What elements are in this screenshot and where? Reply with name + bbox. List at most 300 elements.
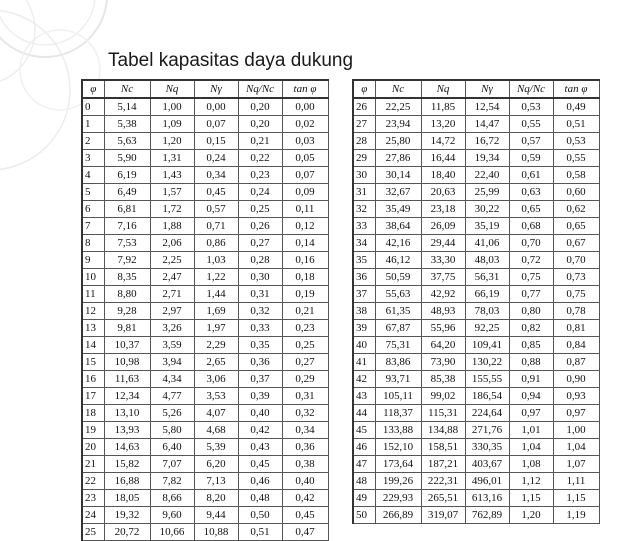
table-cell-ngamma: 6,20 — [194, 456, 238, 473]
table-row — [353, 98, 599, 116]
table-row — [353, 133, 599, 150]
table-cell-phi: 11 — [82, 286, 104, 303]
table-cell-ngamma: 7,13 — [194, 473, 238, 490]
table-row — [353, 303, 599, 320]
table-cell-nq-nc: 0,94 — [509, 388, 553, 405]
table-cell-tan-phi: 0,31 — [282, 388, 328, 405]
table-cell-tan-phi: 1,19 — [553, 507, 599, 524]
table-cell-nc: 6,19 — [104, 167, 150, 184]
table-row — [82, 320, 328, 337]
table-cell-nq-nc: 0,40 — [238, 405, 282, 422]
table-row — [82, 337, 328, 354]
table-cell-nq: 2,47 — [150, 269, 194, 286]
column-header-nq-nc: Nq/Nc — [509, 80, 553, 98]
table-cell-nq: 20,63 — [421, 184, 465, 201]
table-cell-nc: 199,26 — [375, 473, 421, 490]
table-cell-nc: 23,94 — [375, 116, 421, 133]
table-cell-tan-phi: 0,38 — [282, 456, 328, 473]
table-cell-ngamma: 0,45 — [194, 184, 238, 201]
table-cell-ngamma: 403,67 — [465, 456, 509, 473]
table-cell-phi: 47 — [353, 456, 375, 473]
table-cell-nq: 48,93 — [421, 303, 465, 320]
table-cell-nq-nc: 1,04 — [509, 439, 553, 456]
table-cell-ngamma: 330,35 — [465, 439, 509, 456]
table-row — [353, 405, 599, 422]
table-row — [353, 269, 599, 286]
bearing-capacity-table-left — [81, 79, 329, 541]
table-cell-phi: 17 — [82, 388, 104, 405]
table-cell-tan-phi: 0,93 — [553, 388, 599, 405]
table-cell-nc: 14,63 — [104, 439, 150, 456]
table-cell-tan-phi: 0,55 — [553, 150, 599, 167]
table-cell-nq: 1,57 — [150, 184, 194, 201]
table-cell-nq: 18,40 — [421, 167, 465, 184]
table-cell-phi: 9 — [82, 252, 104, 269]
table-cell-tan-phi: 1,11 — [553, 473, 599, 490]
table-cell-ngamma: 271,76 — [465, 422, 509, 439]
table-cell-phi: 27 — [353, 116, 375, 133]
table-cell-nc: 152,10 — [375, 439, 421, 456]
table-cell-nq-nc: 1,01 — [509, 422, 553, 439]
table-cell-ngamma: 92,25 — [465, 320, 509, 337]
table-cell-nc: 12,34 — [104, 388, 150, 405]
table-header-row — [353, 80, 599, 98]
table-cell-nc: 5,38 — [104, 116, 150, 133]
table-cell-nq-nc: 0,55 — [509, 116, 553, 133]
table-cell-nq-nc: 0,51 — [238, 524, 282, 541]
table-row — [353, 167, 599, 184]
table-cell-nq: 73,90 — [421, 354, 465, 371]
table-cell-phi: 31 — [353, 184, 375, 201]
table-cell-nc: 133,88 — [375, 422, 421, 439]
table-cell-tan-phi: 0,03 — [282, 133, 328, 150]
table-cell-nq-nc: 0,24 — [238, 184, 282, 201]
table-cell-nq: 16,44 — [421, 150, 465, 167]
table-cell-nq-nc: 0,45 — [238, 456, 282, 473]
table-cell-ngamma: 0,15 — [194, 133, 238, 150]
table-cell-nq-nc: 0,33 — [238, 320, 282, 337]
table-cell-phi: 41 — [353, 354, 375, 371]
table-cell-nq-nc: 0,77 — [509, 286, 553, 303]
table-cell-tan-phi: 0,65 — [553, 218, 599, 235]
table-cell-tan-phi: 0,12 — [282, 218, 328, 235]
table-cell-ngamma: 3,06 — [194, 371, 238, 388]
table-cell-nq: 5,80 — [150, 422, 194, 439]
table-cell-nc: 18,05 — [104, 490, 150, 507]
table-cell-nc: 7,53 — [104, 235, 150, 252]
table-cell-ngamma: 10,88 — [194, 524, 238, 541]
table-row — [82, 133, 328, 150]
table-cell-ngamma: 4,07 — [194, 405, 238, 422]
table-cell-nq: 3,94 — [150, 354, 194, 371]
table-cell-nq: 5,26 — [150, 405, 194, 422]
table-cell-tan-phi: 1,15 — [553, 490, 599, 507]
table-row — [82, 456, 328, 473]
table-row — [82, 167, 328, 184]
table-cell-ngamma: 30,22 — [465, 201, 509, 218]
table-cell-nq-nc: 0,28 — [238, 252, 282, 269]
table-cell-nq: 10,66 — [150, 524, 194, 541]
table-cell-phi: 22 — [82, 473, 104, 490]
table-cell-nq-nc: 0,82 — [509, 320, 553, 337]
column-header-nc: Nc — [375, 80, 421, 98]
table-cell-nq: 37,75 — [421, 269, 465, 286]
table-cell-phi: 13 — [82, 320, 104, 337]
table-cell-nc: 266,89 — [375, 507, 421, 524]
table-cell-tan-phi: 0,97 — [553, 405, 599, 422]
table-row — [82, 218, 328, 235]
table-cell-tan-phi: 0,84 — [553, 337, 599, 354]
table-cell-tan-phi: 0,47 — [282, 524, 328, 541]
slide-title: Tabel kapasitas daya dukung — [108, 50, 354, 71]
table-cell-ngamma: 0,86 — [194, 235, 238, 252]
table-row — [353, 150, 599, 167]
table-cell-tan-phi: 0,40 — [282, 473, 328, 490]
table-cell-nc: 75,31 — [375, 337, 421, 354]
table-cell-tan-phi: 0,90 — [553, 371, 599, 388]
table-cell-nq-nc: 0,80 — [509, 303, 553, 320]
column-header-nq: Nq — [421, 80, 465, 98]
table-row — [82, 524, 328, 541]
table-cell-nq-nc: 1,12 — [509, 473, 553, 490]
table-cell-phi: 28 — [353, 133, 375, 150]
table-cell-nq: 4,34 — [150, 371, 194, 388]
table-cell-phi: 33 — [353, 218, 375, 235]
table-cell-ngamma: 78,03 — [465, 303, 509, 320]
table-cell-tan-phi: 0,67 — [553, 235, 599, 252]
table-cell-phi: 18 — [82, 405, 104, 422]
table-cell-nq-nc: 0,88 — [509, 354, 553, 371]
table-cell-nc: 38,64 — [375, 218, 421, 235]
table-cell-tan-phi: 0,16 — [282, 252, 328, 269]
table-cell-nq: 85,38 — [421, 371, 465, 388]
table-cell-nq: 265,51 — [421, 490, 465, 507]
table-cell-ngamma: 5,39 — [194, 439, 238, 456]
table-cell-nq: 23,18 — [421, 201, 465, 218]
table-cell-nq-nc: 0,23 — [238, 167, 282, 184]
table-cell-phi: 32 — [353, 201, 375, 218]
table-cell-nc: 42,16 — [375, 235, 421, 252]
table-cell-tan-phi: 0,32 — [282, 405, 328, 422]
table-cell-phi: 38 — [353, 303, 375, 320]
table-cell-tan-phi: 0,25 — [282, 337, 328, 354]
table-cell-nc: 8,80 — [104, 286, 150, 303]
column-header-tan-phi: tan φ — [282, 80, 328, 98]
table-cell-nq-nc: 0,91 — [509, 371, 553, 388]
table-cell-nq: 1,31 — [150, 150, 194, 167]
table-cell-ngamma: 16,72 — [465, 133, 509, 150]
table-cell-nq-nc: 0,27 — [238, 235, 282, 252]
table-cell-ngamma: 0,07 — [194, 116, 238, 133]
table-cell-ngamma: 496,01 — [465, 473, 509, 490]
table-cell-phi: 36 — [353, 269, 375, 286]
table-cell-nq: 13,20 — [421, 116, 465, 133]
table-row — [353, 439, 599, 456]
table-row — [353, 252, 599, 269]
table-cell-nq-nc: 0,61 — [509, 167, 553, 184]
table-cell-ngamma: 224,64 — [465, 405, 509, 422]
table-cell-ngamma: 35,19 — [465, 218, 509, 235]
table-cell-nc: 6,81 — [104, 201, 150, 218]
table-cell-phi: 35 — [353, 252, 375, 269]
table-cell-tan-phi: 0,27 — [282, 354, 328, 371]
table-cell-nq: 2,71 — [150, 286, 194, 303]
table-cell-phi: 4 — [82, 167, 104, 184]
table-cell-tan-phi: 0,00 — [282, 98, 328, 116]
table-cell-ngamma: 9,44 — [194, 507, 238, 524]
table-cell-nc: 13,93 — [104, 422, 150, 439]
table-cell-phi: 44 — [353, 405, 375, 422]
table-cell-tan-phi: 0,75 — [553, 286, 599, 303]
table-cell-ngamma: 0,24 — [194, 150, 238, 167]
table-row — [353, 235, 599, 252]
table-cell-tan-phi: 0,34 — [282, 422, 328, 439]
table-cell-phi: 5 — [82, 184, 104, 201]
table-cell-nq: 1,00 — [150, 98, 194, 116]
table-cell-nq-nc: 0,65 — [509, 201, 553, 218]
table-cell-ngamma: 22,40 — [465, 167, 509, 184]
table-row — [82, 303, 328, 320]
table-cell-tan-phi: 0,87 — [553, 354, 599, 371]
table-row — [82, 422, 328, 439]
table-cell-nq-nc: 0,22 — [238, 150, 282, 167]
table-cell-nc: 25,80 — [375, 133, 421, 150]
table-cell-tan-phi: 0,60 — [553, 184, 599, 201]
table-cell-nq-nc: 0,31 — [238, 286, 282, 303]
table-cell-nc: 61,35 — [375, 303, 421, 320]
table-row — [82, 252, 328, 269]
table-cell-nc: 5,90 — [104, 150, 150, 167]
column-header-nc: Nc — [104, 80, 150, 98]
table-cell-tan-phi: 0,78 — [553, 303, 599, 320]
table-cell-nc: 9,28 — [104, 303, 150, 320]
table-cell-nq-nc: 0,70 — [509, 235, 553, 252]
table-cell-nq-nc: 0,48 — [238, 490, 282, 507]
table-cell-phi: 20 — [82, 439, 104, 456]
table-cell-phi: 15 — [82, 354, 104, 371]
table-cell-nq: 158,51 — [421, 439, 465, 456]
table-cell-tan-phi: 0,14 — [282, 235, 328, 252]
table-cell-ngamma: 186,54 — [465, 388, 509, 405]
table-cell-phi: 46 — [353, 439, 375, 456]
table-cell-phi: 26 — [353, 98, 375, 116]
table-cell-tan-phi: 0,02 — [282, 116, 328, 133]
table-cell-phi: 49 — [353, 490, 375, 507]
table-cell-ngamma: 14,47 — [465, 116, 509, 133]
table-row — [82, 388, 328, 405]
table-cell-phi: 10 — [82, 269, 104, 286]
table-cell-tan-phi: 0,53 — [553, 133, 599, 150]
table-cell-tan-phi: 0,05 — [282, 150, 328, 167]
table-cell-ngamma: 1,69 — [194, 303, 238, 320]
table-row — [353, 116, 599, 133]
table-cell-phi: 45 — [353, 422, 375, 439]
table-cell-nc: 50,59 — [375, 269, 421, 286]
table-cell-nq-nc: 0,21 — [238, 133, 282, 150]
table-cell-nc: 27,86 — [375, 150, 421, 167]
table-cell-nc: 83,86 — [375, 354, 421, 371]
table-cell-ngamma: 1,22 — [194, 269, 238, 286]
table-cell-ngamma: 1,97 — [194, 320, 238, 337]
table-cell-tan-phi: 1,04 — [553, 439, 599, 456]
table-cell-ngamma: 130,22 — [465, 354, 509, 371]
table-row — [353, 337, 599, 354]
table-cell-tan-phi: 0,62 — [553, 201, 599, 218]
table-cell-nq-nc: 0,53 — [509, 98, 553, 116]
table-cell-nq-nc: 0,20 — [238, 98, 282, 116]
table-cell-nc: 118,37 — [375, 405, 421, 422]
table-row — [353, 201, 599, 218]
table-row — [82, 269, 328, 286]
table-cell-ngamma: 12,54 — [465, 98, 509, 116]
table-cell-nq-nc: 0,43 — [238, 439, 282, 456]
table-cell-nq: 1,43 — [150, 167, 194, 184]
table-cell-phi: 16 — [82, 371, 104, 388]
table-cell-nc: 67,87 — [375, 320, 421, 337]
table-cell-phi: 6 — [82, 201, 104, 218]
table-cell-nq: 55,96 — [421, 320, 465, 337]
table-cell-tan-phi: 0,21 — [282, 303, 328, 320]
table-cell-ngamma: 2,29 — [194, 337, 238, 354]
table-cell-nq: 1,09 — [150, 116, 194, 133]
table-cell-nc: 35,49 — [375, 201, 421, 218]
bearing-capacity-table-right — [352, 79, 600, 524]
table-cell-ngamma: 155,55 — [465, 371, 509, 388]
table-cell-ngamma: 2,65 — [194, 354, 238, 371]
table-cell-nc: 7,16 — [104, 218, 150, 235]
table-cell-nc: 7,92 — [104, 252, 150, 269]
table-cell-tan-phi: 0,81 — [553, 320, 599, 337]
table-row — [82, 473, 328, 490]
table-cell-nq-nc: 1,15 — [509, 490, 553, 507]
table-cell-nq: 33,30 — [421, 252, 465, 269]
table-cell-nq: 187,21 — [421, 456, 465, 473]
table-cell-nq-nc: 0,37 — [238, 371, 282, 388]
table-cell-nc: 19,32 — [104, 507, 150, 524]
table-cell-ngamma: 41,06 — [465, 235, 509, 252]
table-cell-phi: 37 — [353, 286, 375, 303]
table-cell-nc: 93,71 — [375, 371, 421, 388]
table-cell-tan-phi: 0,29 — [282, 371, 328, 388]
table-cell-nq: 14,72 — [421, 133, 465, 150]
table-cell-nc: 10,98 — [104, 354, 150, 371]
table-cell-nq: 222,31 — [421, 473, 465, 490]
table-cell-nq: 26,09 — [421, 218, 465, 235]
table-cell-tan-phi: 0,51 — [553, 116, 599, 133]
table-cell-tan-phi: 1,00 — [553, 422, 599, 439]
table-cell-nq: 8,66 — [150, 490, 194, 507]
table-cell-phi: 8 — [82, 235, 104, 252]
table-cell-nq-nc: 0,25 — [238, 201, 282, 218]
table-row — [353, 456, 599, 473]
table-cell-nc: 46,12 — [375, 252, 421, 269]
table-cell-tan-phi: 0,19 — [282, 286, 328, 303]
table-cell-ngamma: 48,03 — [465, 252, 509, 269]
table-cell-ngamma: 1,44 — [194, 286, 238, 303]
table-cell-nq: 9,60 — [150, 507, 194, 524]
table-row — [82, 507, 328, 524]
table-row — [353, 218, 599, 235]
table-cell-nq-nc: 0,35 — [238, 337, 282, 354]
table-cell-ngamma: 56,31 — [465, 269, 509, 286]
table-row — [82, 439, 328, 456]
table-cell-nc: 20,72 — [104, 524, 150, 541]
table-cell-nq-nc: 0,46 — [238, 473, 282, 490]
table-cell-phi: 39 — [353, 320, 375, 337]
table-cell-nq-nc: 0,85 — [509, 337, 553, 354]
table-cell-phi: 2 — [82, 133, 104, 150]
table-cell-phi: 3 — [82, 150, 104, 167]
table-cell-nq-nc: 0,57 — [509, 133, 553, 150]
table-cell-phi: 7 — [82, 218, 104, 235]
table-row — [353, 286, 599, 303]
table-cell-phi: 12 — [82, 303, 104, 320]
table-cell-ngamma: 0,34 — [194, 167, 238, 184]
table-cell-nc: 5,14 — [104, 98, 150, 116]
table-cell-ngamma: 0,00 — [194, 98, 238, 116]
table-cell-ngamma: 66,19 — [465, 286, 509, 303]
table-cell-nc: 229,93 — [375, 490, 421, 507]
table-cell-phi: 30 — [353, 167, 375, 184]
column-header-ngamma: Nγ — [194, 80, 238, 98]
table-cell-tan-phi: 0,09 — [282, 184, 328, 201]
table-cell-nq-nc: 0,42 — [238, 422, 282, 439]
table-cell-nq: 4,77 — [150, 388, 194, 405]
table-cell-ngamma: 0,57 — [194, 201, 238, 218]
table-cell-ngamma: 613,16 — [465, 490, 509, 507]
table-cell-nc: 5,63 — [104, 133, 150, 150]
table-row — [82, 354, 328, 371]
table-cell-nq: 319,07 — [421, 507, 465, 524]
table-cell-phi: 34 — [353, 235, 375, 252]
table-cell-tan-phi: 0,42 — [282, 490, 328, 507]
table-cell-phi: 42 — [353, 371, 375, 388]
table-cell-nc: 173,64 — [375, 456, 421, 473]
table-cell-nc: 11,63 — [104, 371, 150, 388]
table-cell-nq-nc: 0,72 — [509, 252, 553, 269]
table-cell-nq: 64,20 — [421, 337, 465, 354]
table-cell-nq-nc: 0,97 — [509, 405, 553, 422]
table-cell-ngamma: 3,53 — [194, 388, 238, 405]
table-cell-nc: 13,10 — [104, 405, 150, 422]
table-cell-phi: 21 — [82, 456, 104, 473]
table-cell-nq: 1,20 — [150, 133, 194, 150]
table-cell-nq-nc: 0,30 — [238, 269, 282, 286]
table-cell-ngamma: 19,34 — [465, 150, 509, 167]
table-cell-nq: 2,06 — [150, 235, 194, 252]
table-cell-nc: 55,63 — [375, 286, 421, 303]
table-cell-phi: 43 — [353, 388, 375, 405]
table-cell-ngamma: 1,03 — [194, 252, 238, 269]
table-cell-nq-nc: 0,36 — [238, 354, 282, 371]
table-cell-phi: 25 — [82, 524, 104, 541]
table-cell-ngamma: 8,20 — [194, 490, 238, 507]
table-cell-phi: 48 — [353, 473, 375, 490]
table-cell-tan-phi: 0,58 — [553, 167, 599, 184]
table-cell-nq: 134,88 — [421, 422, 465, 439]
table-cell-tan-phi: 1,07 — [553, 456, 599, 473]
table-cell-nc: 10,37 — [104, 337, 150, 354]
table-cell-nq-nc: 1,20 — [509, 507, 553, 524]
table-cell-tan-phi: 0,70 — [553, 252, 599, 269]
table-cell-nq: 7,07 — [150, 456, 194, 473]
table-cell-tan-phi: 0,07 — [282, 167, 328, 184]
table-cell-phi: 23 — [82, 490, 104, 507]
table-cell-nq: 42,92 — [421, 286, 465, 303]
table-row — [82, 490, 328, 507]
table-cell-nq: 7,82 — [150, 473, 194, 490]
table-row — [82, 150, 328, 167]
